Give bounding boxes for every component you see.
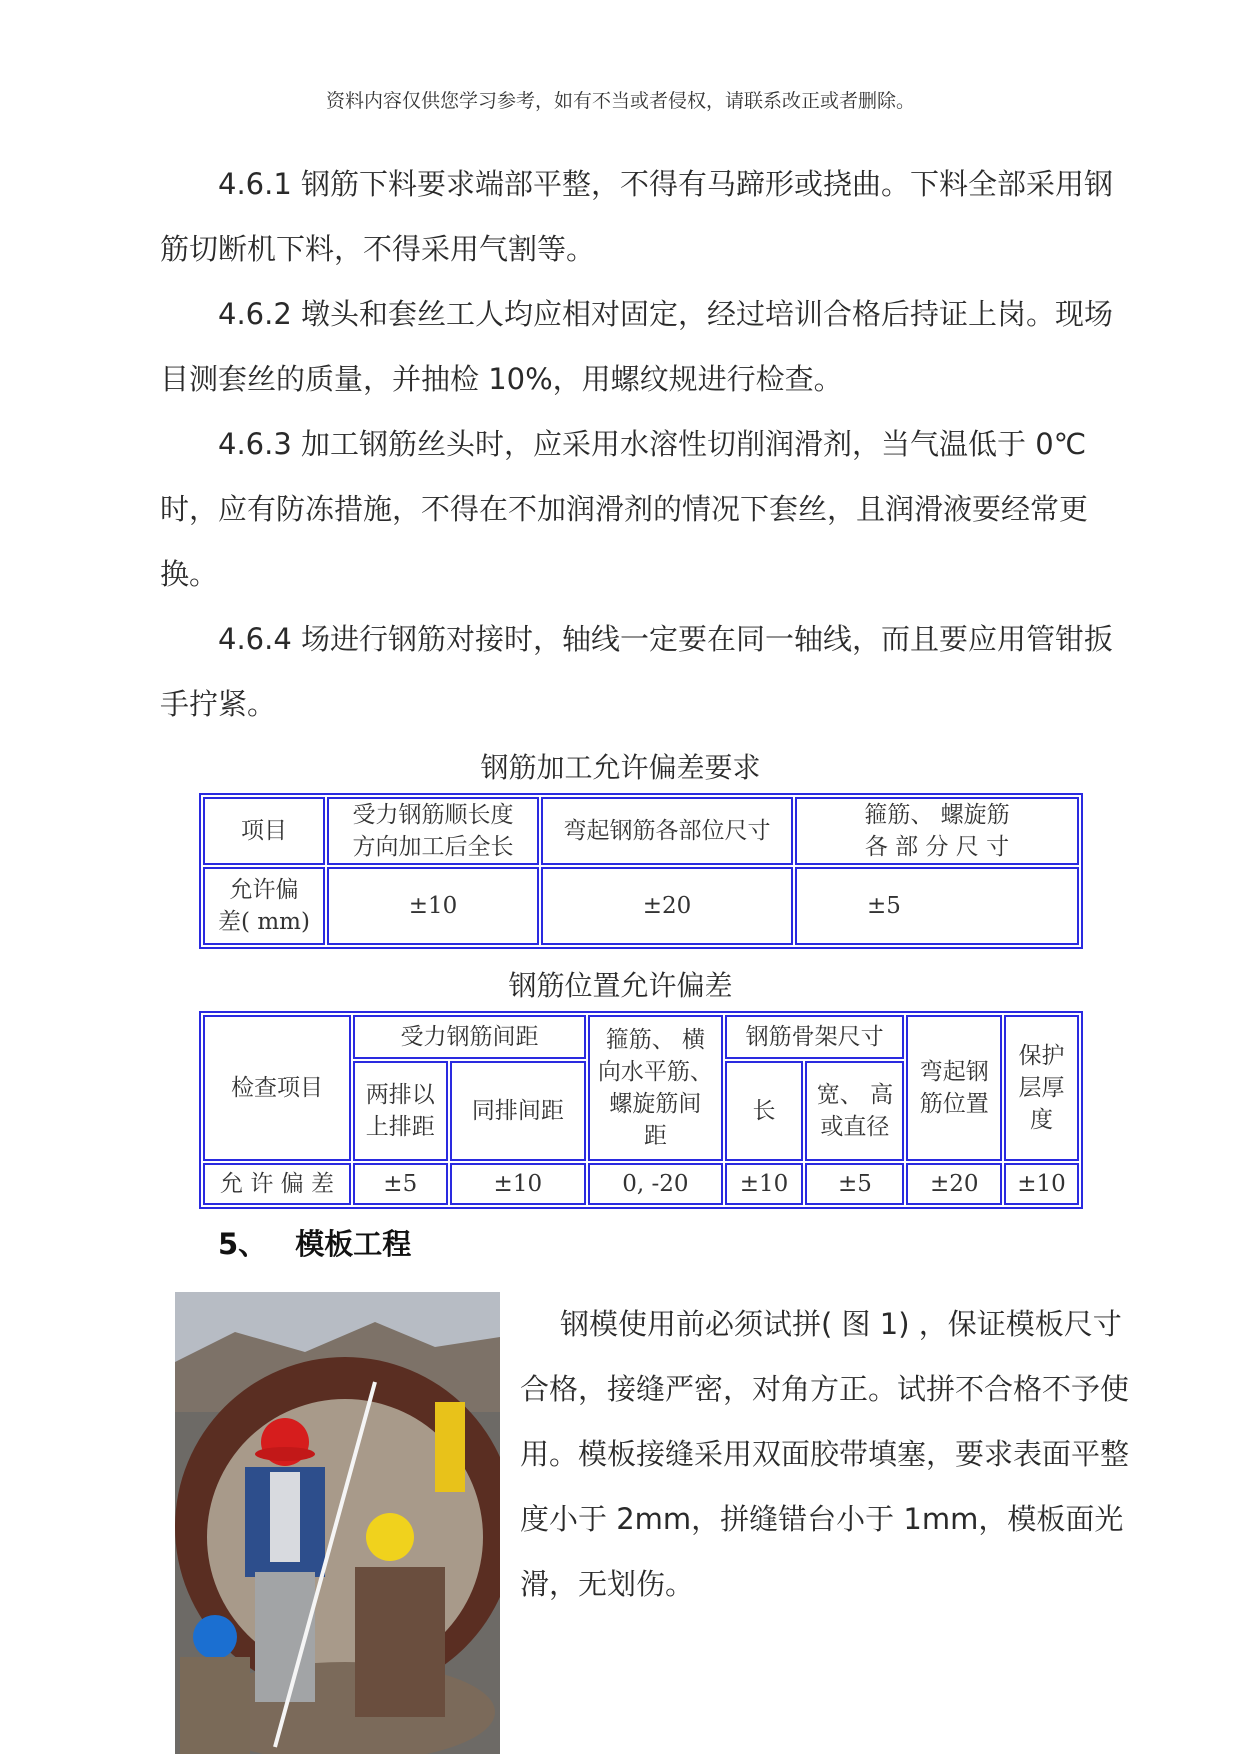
table2-header-frame: 钢筋骨架尺寸 xyxy=(725,1015,905,1059)
table2-value-two-row: ±5 xyxy=(353,1163,448,1205)
table1-value-length: ±10 xyxy=(327,867,539,945)
table2-header-width: 宽、 高 或直径 xyxy=(805,1061,904,1161)
section-5-heading xyxy=(218,1222,411,1263)
table2-value-bent: ±20 xyxy=(906,1163,1002,1205)
paragraph-4-6-1: 4.6.1 钢筋下料要求端部平整，不得有马蹄形或挠曲。下料全部采用钢筋切断机下料，不得采用气割等。 xyxy=(160,167,1114,266)
steel-formwork-photo xyxy=(175,1292,500,1754)
table1-row-label: 允许偏 差( mm) xyxy=(203,867,325,945)
table2-header-two-row: 两排以 上排距 xyxy=(353,1061,448,1161)
body-paragraphs xyxy=(160,152,1125,737)
table2-header-length: 长 xyxy=(725,1061,804,1161)
table2-header-bent: 弯起钢 筋位置 xyxy=(906,1015,1002,1161)
table1-value-stirrup: ±5 xyxy=(795,867,1079,945)
table2-value-cover: ±10 xyxy=(1004,1163,1079,1205)
table2-value-same-row: ±10 xyxy=(450,1163,587,1205)
table2-header-same-row: 同排间距 xyxy=(450,1061,587,1161)
copyright-notice: 资料内容仅供您学习参考，如有不当或者侵权，请联系改正或者删除。 xyxy=(325,90,915,112)
position-tolerance-table xyxy=(199,1011,1083,1209)
table2-value-stirrup: 0, -20 xyxy=(588,1163,723,1205)
paragraph-4-6-2: 4.6.2 墩头和套丝工人均应相对固定，经过培训合格后持证上岗。现场目测套丝的质量，并抽检 10%，用螺纹规进行检查。 xyxy=(160,297,1114,396)
table1-caption: 钢筋加工允许偏差要求 xyxy=(480,751,761,784)
table2-header-check: 检查项目 xyxy=(203,1015,351,1161)
paragraph-4-6-4: 4.6.4 场进行钢筋对接时，轴线一定要在同一轴线，而且要应用管钳扳手拧紧。 xyxy=(160,622,1114,721)
table1-header-stirrup: 箍筋、 螺旋筋 各 部 分 尺 寸 xyxy=(795,797,1079,865)
processing-tolerance-table xyxy=(199,793,1083,949)
table1-header-length: 受力钢筋顺长度 方向加工后全长 xyxy=(327,797,539,865)
table2-header-cover: 保护 层厚 度 xyxy=(1004,1015,1079,1161)
paragraph-4-6-3: 4.6.3 加工钢筋丝头时，应采用水溶性切削润滑剂，当气温低于 0℃时，应有防冻措施，不得在不加润滑剂的情况下套丝，且润滑液要经常更换。 xyxy=(160,427,1089,591)
table1-header-item: 项目 xyxy=(203,797,325,865)
table2-value-length: ±10 xyxy=(725,1163,804,1205)
table2-caption: 钢筋位置允许偏差 xyxy=(508,969,733,1002)
table2-header-stirrup: 箍筋、 横 向水平筋、 螺旋筋间 距 xyxy=(588,1015,723,1161)
section-number: 5、 xyxy=(218,1227,268,1261)
table2-header-spacing: 受力钢筋间距 xyxy=(353,1015,586,1059)
table2-value-width: ±5 xyxy=(805,1163,904,1205)
formwork-description: 钢模使用前必须试拼( 图 1) ，保证模板尺寸合格，接缝严密，对角方正。试拼不合格不予使用。模板接缝采用双面胶带填塞，要求表面平整度小于 2mm，拼缝错台小于 1mm，模板面光滑，无划伤。 xyxy=(520,1307,1130,1601)
table1-value-bent: ±20 xyxy=(541,867,793,945)
section-title: 模板工程 xyxy=(295,1227,412,1261)
table2-row-label: 允 许 偏 差 xyxy=(203,1163,351,1205)
table1-header-bent: 弯起钢筋各部位尺寸 xyxy=(541,797,793,865)
